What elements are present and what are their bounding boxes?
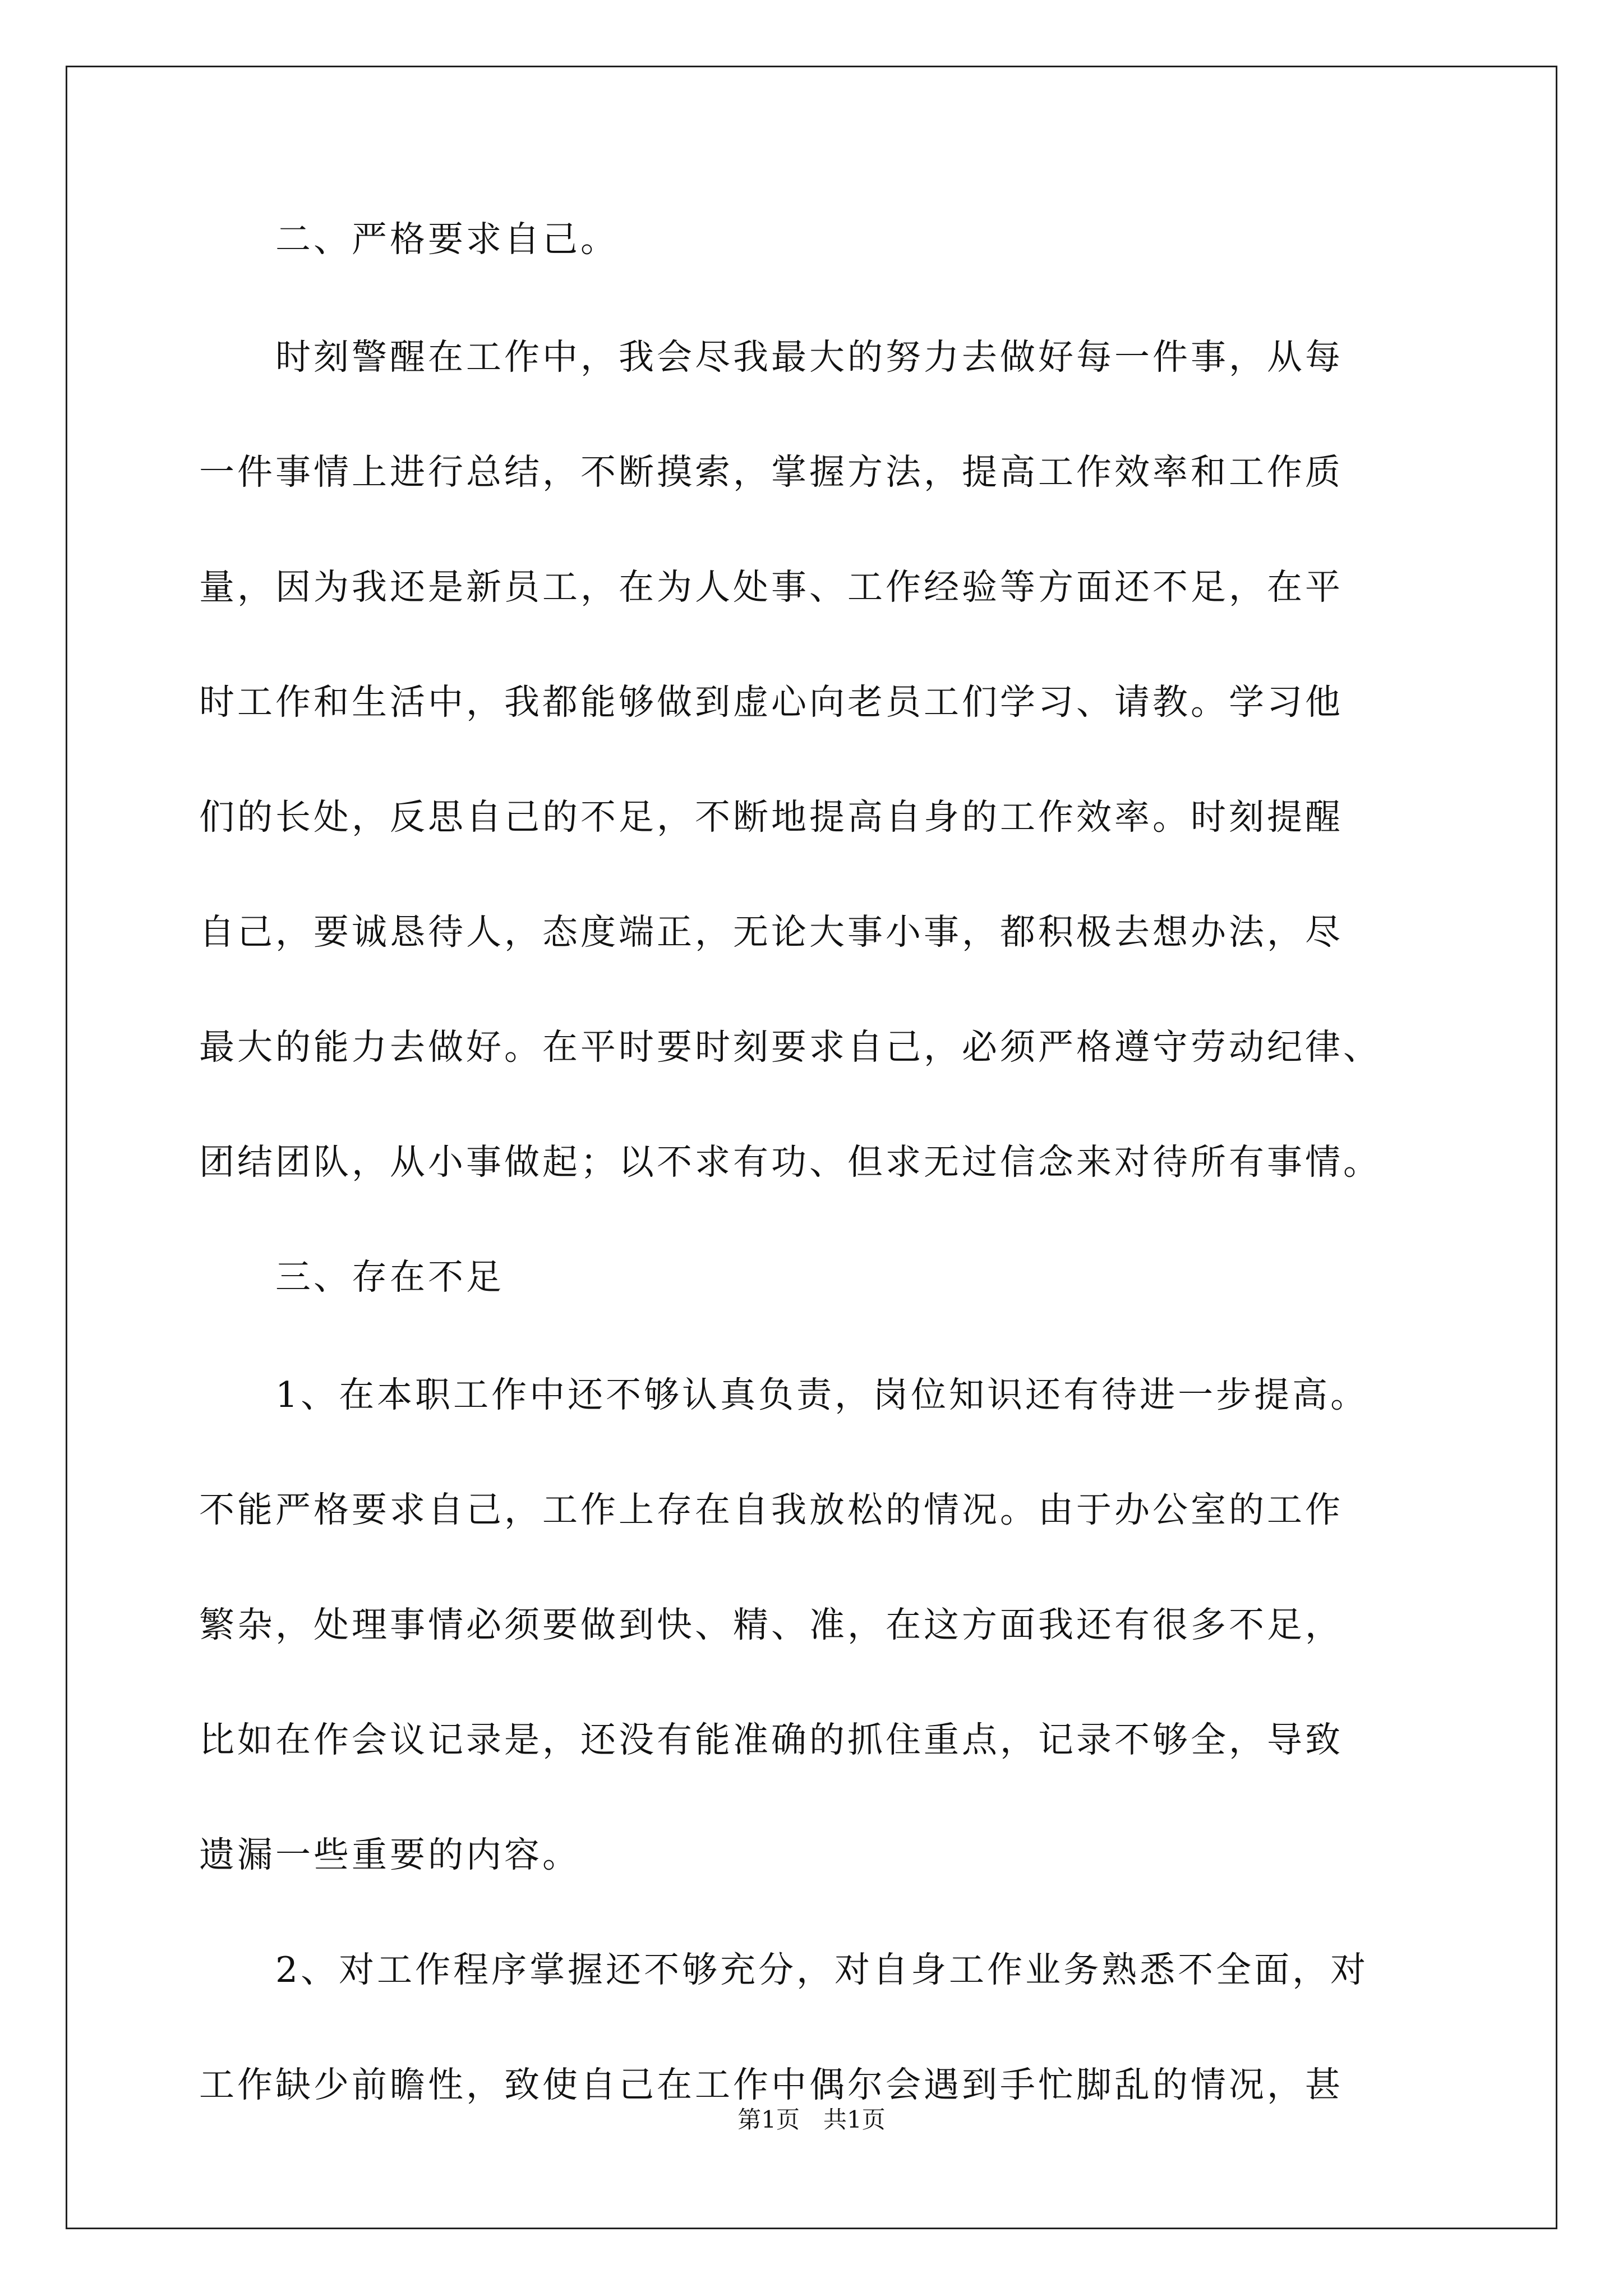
page-footer: 第1页 共1页: [737, 2106, 886, 2133]
paragraph-line: 一件事情上进行总结，不断摸索，掌握方法，提高工作效率和工作质: [199, 452, 1343, 493]
paragraph-line: 繁杂，处理事情必须要做到快、精、准，在这方面我还有很多不足，: [199, 1604, 1343, 1645]
paragraph-line: 1、在本职工作中还不够认真负责，岗位知识还有待进一步提高。: [199, 1374, 1369, 1415]
heading-section-3: 三、存在不足: [199, 1257, 504, 1297]
paragraph-line: 们的长处，反思自己的不足，不断地提高自身的工作效率。时刻提醒: [199, 797, 1343, 838]
paragraph-line: 2、对工作程序掌握还不够充分，对自身工作业务熟悉不全面，对: [199, 1949, 1369, 1990]
paragraph-line: 量，因为我还是新员工，在为人处事、工作经验等方面还不足，在平: [199, 567, 1343, 608]
heading-section-2: 二、严格要求自己。: [199, 219, 619, 260]
paragraph-line: 时刻警醒在工作中，我会尽我最大的努力去做好每一件事，从每: [199, 337, 1343, 378]
paragraph-line: 团结团队，从小事做起；以不求有功、但求无过信念来对待所有事情。: [199, 1142, 1381, 1182]
paragraph-line: 工作缺少前瞻性，致使自己在工作中偶尔会遇到手忙脚乱的情况，甚: [199, 2064, 1343, 2105]
paragraph-line: 自己，要诚恳待人，态度端正，无论大事小事，都积极去想办法，尽: [199, 912, 1343, 953]
paragraph-line: 比如在作会议记录是，还没有能准确的抓住重点，记录不够全，导致: [199, 1719, 1343, 1760]
paragraph-line: 时工作和生活中，我都能够做到虚心向老员工们学习、请教。学习他: [199, 682, 1343, 723]
paragraph-line: 最大的能力去做好。在平时要时刻要求自己，必须严格遵守劳动纪律、: [199, 1027, 1381, 1068]
paragraph-line: 遗漏一些重要的内容。: [199, 1834, 580, 1875]
paragraph-line: 不能严格要求自己，工作上存在自我放松的情况。由于办公室的工作: [199, 1489, 1343, 1530]
